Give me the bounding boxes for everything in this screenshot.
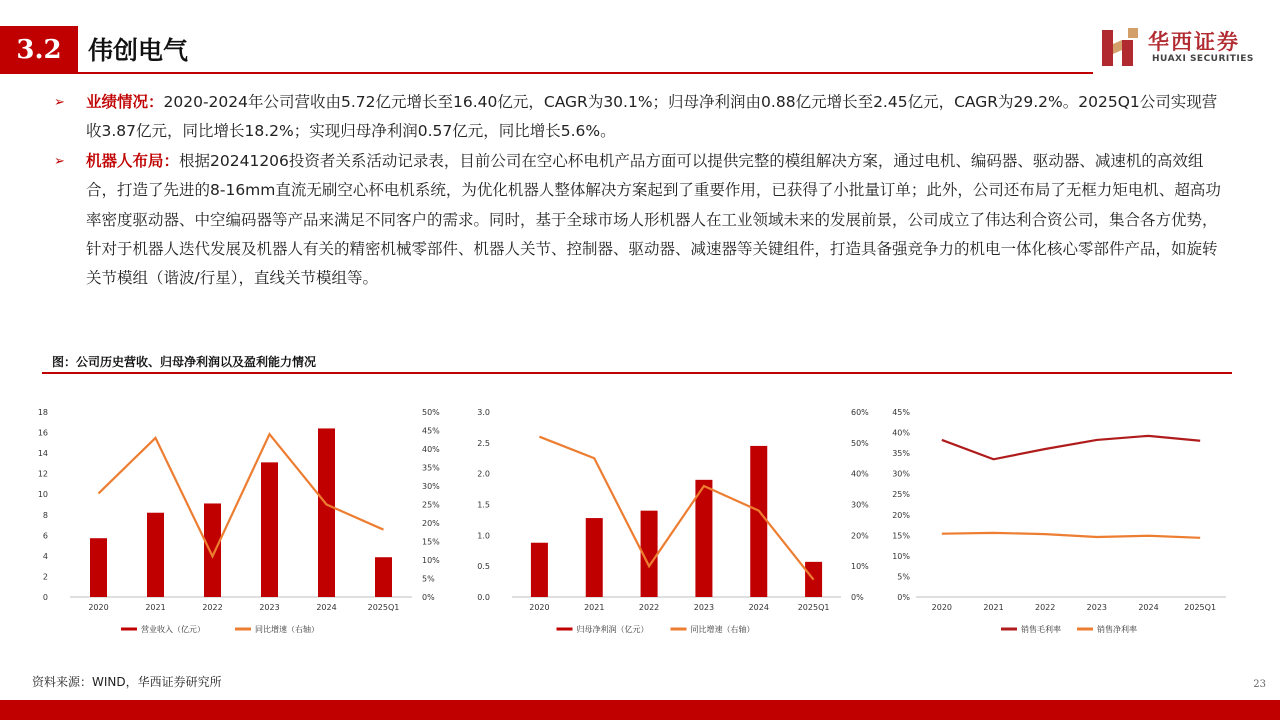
y-tick-label-left: 18	[37, 408, 48, 417]
growth-line	[539, 437, 813, 580]
footer-bar	[0, 700, 1280, 720]
legend-label-bar: 归母净利润（亿元）	[576, 625, 649, 634]
legend-label-bar: 营业收入（亿元）	[141, 625, 205, 634]
arrow-bullet-icon: ➢	[54, 95, 65, 110]
y-tick-label-left: 2.5	[477, 438, 490, 448]
x-tick-label: 2023	[1086, 603, 1108, 612]
y-tick-label-right: 0%	[422, 593, 435, 602]
logo-text-en: HUAXI SECURITIES	[1152, 54, 1254, 64]
legend-label: 销售毛利率	[1021, 625, 1061, 634]
section-title: 伟创电气	[88, 36, 189, 65]
y-tick-label-right: 20%	[422, 519, 440, 528]
data-source: 资料来源：WIND，华西证券研究所	[32, 675, 222, 689]
bullet-text: 2020-2024年公司营收由5.72亿元增长至16.40亿元，CAGR为30.1%；归母净利润由0.88亿元增长至2.45亿元，CAGR为29.2%。2025Q1公司实现营收3.87亿元，同比增长18.2%；实现归母净利润0.57亿元，同比增长5.6%。	[86, 93, 1218, 141]
growth-line	[99, 434, 384, 556]
bullet-keyword: 机器人布局：	[86, 152, 180, 170]
y-tick-label-right: 25%	[422, 500, 440, 510]
revenue-chart	[37, 398, 450, 652]
y-tick-label: 15%	[892, 531, 910, 541]
margin-chart	[880, 398, 1240, 652]
y-tick-label-right: 40%	[422, 445, 440, 454]
x-tick-label: 2021	[983, 603, 1004, 612]
y-tick-label-left: 1.5	[477, 500, 490, 510]
legend-label-line: 同比增速（右轴）	[255, 625, 319, 634]
y-tick-label-right: 40%	[851, 469, 869, 479]
y-tick-label-right: 60%	[851, 408, 869, 417]
bar	[750, 446, 767, 597]
x-tick-label: 2025Q1	[797, 603, 830, 612]
logo-mark-icon	[1100, 26, 1140, 68]
bullet-text: 根据20241206投资者关系活动记录表，目前公司在空心杯电机产品方面可以提供完整的模组解决方案，通过电机、编码器、驱动器、减速机的高效组合，打造了先进的8-16mm直流无刷空心杯电机系统，为优化机器人整体解决方案起到了重要作用，已获得了小批量订单；此外，公司还布局了无框力矩电机、超高功率密度驱动器、中空编码器等产品来满足不同客户的需求。同时，基于全球市场人形机器人在工业领域未来的发展前景，公司成立了伟达利合资公司，集合各方优势，针对于机器人迭代发展及机器人有关的精密机械零部件、机器人关节、控制器、驱动器、减速器等关键组件，打造具备强竞争力的机电一体化核心零部件产品，如旋转关节模组（谐波/行星），直线关节模组等。	[86, 152, 1221, 288]
y-tick-label-left: 0.0	[477, 593, 490, 602]
x-tick-label: 2023	[693, 603, 715, 612]
bar	[695, 480, 712, 597]
y-tick-label: 10%	[892, 551, 910, 561]
y-tick-label-left: 8	[42, 510, 48, 520]
y-tick-label-right: 30%	[422, 482, 440, 491]
y-tick-label: 25%	[892, 490, 910, 500]
figure-title: 图：公司历史营收、归母净利润以及盈利能力情况	[52, 355, 317, 369]
y-tick-label-right: 10%	[851, 562, 869, 572]
x-tick-label: 2024	[748, 603, 769, 612]
x-tick-label: 2020	[529, 603, 550, 612]
bar	[147, 513, 164, 597]
y-tick-label-left: 16	[37, 428, 48, 438]
x-tick-label: 2021	[145, 603, 166, 612]
bar	[90, 538, 107, 597]
y-tick-label-right: 50%	[422, 408, 440, 417]
bar	[204, 503, 221, 597]
bullet-keyword: 业绩情况：	[86, 93, 164, 111]
y-tick-label-right: 15%	[422, 537, 440, 547]
page-number: 23	[1253, 679, 1266, 690]
y-tick-label-right: 0%	[851, 593, 864, 602]
x-tick-label: 2022	[1034, 603, 1056, 612]
y-tick-label: 45%	[892, 408, 910, 417]
bar	[261, 462, 278, 597]
y-tick-label: 35%	[892, 449, 910, 459]
arrow-bullet-icon: ➢	[54, 154, 65, 169]
bar	[531, 543, 548, 597]
y-tick-label-left: 1.0	[477, 531, 490, 541]
y-tick-label-left: 4	[42, 551, 48, 561]
header-divider	[78, 72, 1093, 74]
y-tick-label-left: 12	[37, 469, 48, 479]
legend-label: 销售净利率	[1097, 625, 1137, 634]
logo-text-cn: 华西证券	[1148, 30, 1240, 54]
x-tick-label: 2022	[638, 603, 660, 612]
x-tick-label: 2021	[584, 603, 605, 612]
y-tick-label-left: 3.0	[477, 408, 490, 417]
y-tick-label-right: 20%	[851, 531, 869, 541]
figure-divider	[42, 372, 1232, 374]
x-tick-label: 2020	[931, 603, 953, 612]
x-tick-label: 2023	[259, 603, 280, 612]
y-tick-label-left: 0	[42, 593, 48, 602]
y-tick-label-left: 2	[42, 572, 48, 582]
x-tick-label: 2025Q1	[367, 603, 400, 612]
x-tick-label: 2024	[316, 603, 337, 612]
y-tick-label-left: 6	[42, 531, 48, 541]
bar	[318, 428, 335, 597]
y-tick-label: 0%	[897, 593, 910, 602]
series-line	[942, 436, 1200, 459]
y-tick-label-right: 45%	[422, 426, 440, 436]
x-tick-label: 2025Q1	[1184, 603, 1217, 612]
bar	[586, 518, 603, 597]
bullet-performance	[54, 88, 1224, 147]
bar	[375, 557, 392, 597]
x-tick-label: 2024	[1138, 603, 1159, 612]
y-tick-label-left: 14	[37, 449, 48, 459]
y-tick-label-right: 35%	[422, 463, 440, 473]
y-tick-label-left: 10	[37, 490, 48, 500]
y-tick-label-left: 0.5	[477, 562, 490, 572]
net-profit-chart	[475, 398, 875, 652]
y-tick-label-right: 30%	[851, 500, 869, 510]
y-tick-label: 5%	[897, 572, 910, 582]
y-tick-label: 30%	[892, 469, 910, 479]
legend-label-line: 同比增速（右轴）	[690, 625, 755, 634]
y-tick-label: 40%	[892, 428, 910, 438]
y-tick-label-right: 5%	[422, 574, 435, 584]
section-number: 3.2	[0, 26, 78, 74]
bullet-robot-layout	[54, 147, 1224, 293]
x-tick-label: 2022	[202, 603, 223, 612]
y-tick-label-right: 10%	[422, 556, 440, 565]
y-tick-label-right: 50%	[851, 438, 869, 448]
y-tick-label-left: 2.0	[477, 469, 490, 479]
series-line	[942, 533, 1200, 538]
company-logo	[1100, 26, 1270, 72]
x-tick-label: 2020	[88, 603, 109, 612]
y-tick-label: 20%	[892, 510, 910, 520]
